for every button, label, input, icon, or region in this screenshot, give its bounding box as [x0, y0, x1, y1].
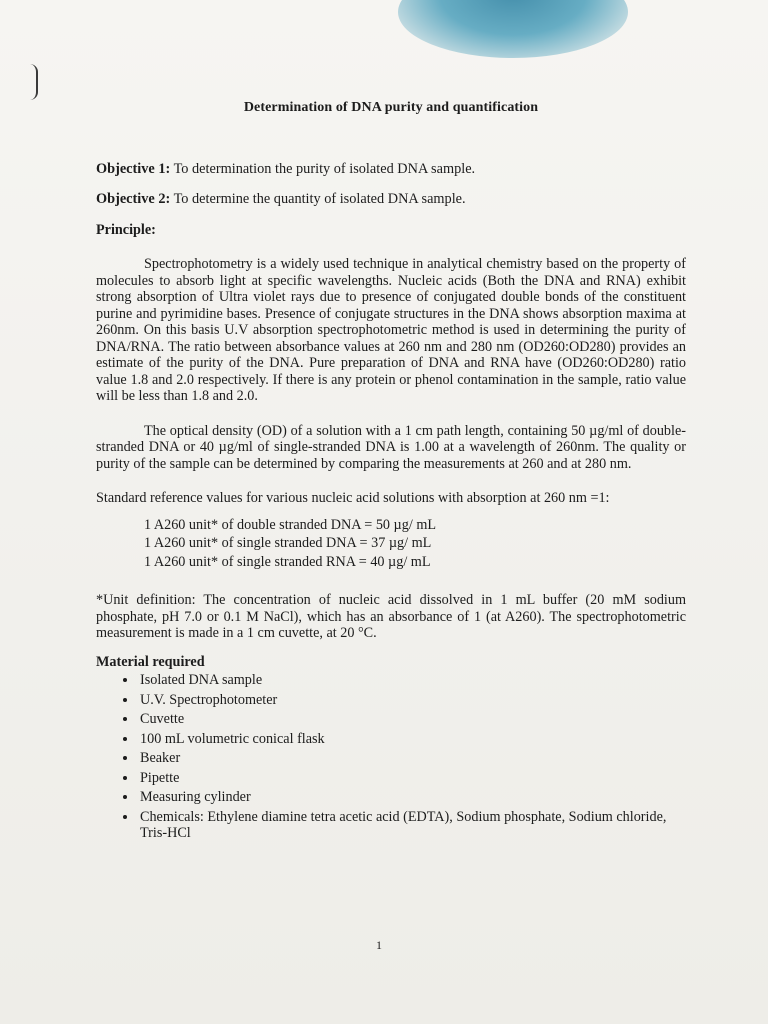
material-item: • Pipette [138, 770, 686, 787]
principle-paragraph-2: The optical density (OD) of a solution with a 1 cm path length, containing 50 µg/ml of double-stranded DNA or 40 µg/ml of single-stranded DNA is 1.00 at a wavelength of 260nm. The quality or purity of the sample can be determined by comparing the measurements at 260 and at 280 nm. [96, 422, 686, 472]
principle-paragraph-1: Spectrophotometry is a widely used technique in analytical chemistry based on the property of molecules to absorb light at specific wavelengths. Nucleic acids (Both the DNA and RNA) exhibit strong absorption of Ultra violet rays due to presence of conjugated double bonds of the constituent purine and pyrimidine bases. Presence of conjugate structures in the DNA shows absorption maxima at 260nm. On this basis U.V absorption spectrophotometric method is used in determining the purity of DNA/RNA. The ratio between absorbance values at 260 nm and 280 nm (OD260:OD280) provides an estimate of the purity of the DNA. Pure preparation of DNA and RNA have (OD260:OD280) ratio value 1.8 and 2.0 respectively. If there is any protein or phenol contamination in the sample, ratio value will be less than 1.8 and 2.0. [96, 256, 686, 404]
objective-2-label: Objective 2: [96, 191, 171, 207]
material-item: • Cuvette [138, 711, 686, 728]
blue-object-blur [398, 0, 628, 58]
reference-value: 1 A260 unit* of double stranded DNA = 50 µg/ mL [144, 516, 437, 533]
page-number: 1 [376, 938, 382, 952]
objective-1-label: Objective 1: [96, 160, 171, 177]
material-item: • 100 mL volumetric conical flask [138, 731, 686, 748]
reference-values-list [144, 517, 686, 571]
objective-2 [96, 191, 686, 208]
material-item: • Isolated DNA sample [138, 672, 686, 689]
standard-reference-intro: Standard reference values for various nucleic acid solutions with absorption at 260 nm =1: [96, 490, 610, 506]
material-heading: Material required [96, 653, 205, 670]
unit-definition: *Unit definition: The concentration of nucleic acid dissolved in 1 mL buffer (20 mM sodium phosphate, pH 7.0 or 0.1 M NaCl), which has an absorbance of 1 (at A260). The spectrophotometric measurement is made in a 1 cm cuvette, at 20 °C. [96, 592, 686, 641]
objective-1-text: To determination the purity of isolated DNA sample. [170, 160, 476, 177]
margin-pen-mark [30, 64, 38, 100]
document-title: Determination of DNA purity and quantification [243, 100, 539, 115]
principle-heading: Principle: [96, 221, 156, 238]
material-item: • Measuring cylinder [138, 789, 686, 806]
objective-2-text: To determine the quantity of isolated DNA sample. [170, 191, 466, 207]
material-item: • Chemicals: Ethylene diamine tetra acetic acid (EDTA), Sodium phosphate, Sodium chloride, Tris-HCl [138, 809, 686, 842]
reference-value: 1 A260 unit* of single stranded RNA = 40 µg/ mL [144, 553, 431, 570]
material-item: • Beaker [138, 750, 686, 767]
materials-list [96, 672, 686, 842]
objective-1 [96, 161, 686, 178]
reference-value: 1 A260 unit* of single stranded DNA = 37 µg/ mL [144, 535, 432, 551]
material-item: • U.V. Spectrophotometer [138, 692, 686, 709]
document-body [96, 100, 686, 845]
